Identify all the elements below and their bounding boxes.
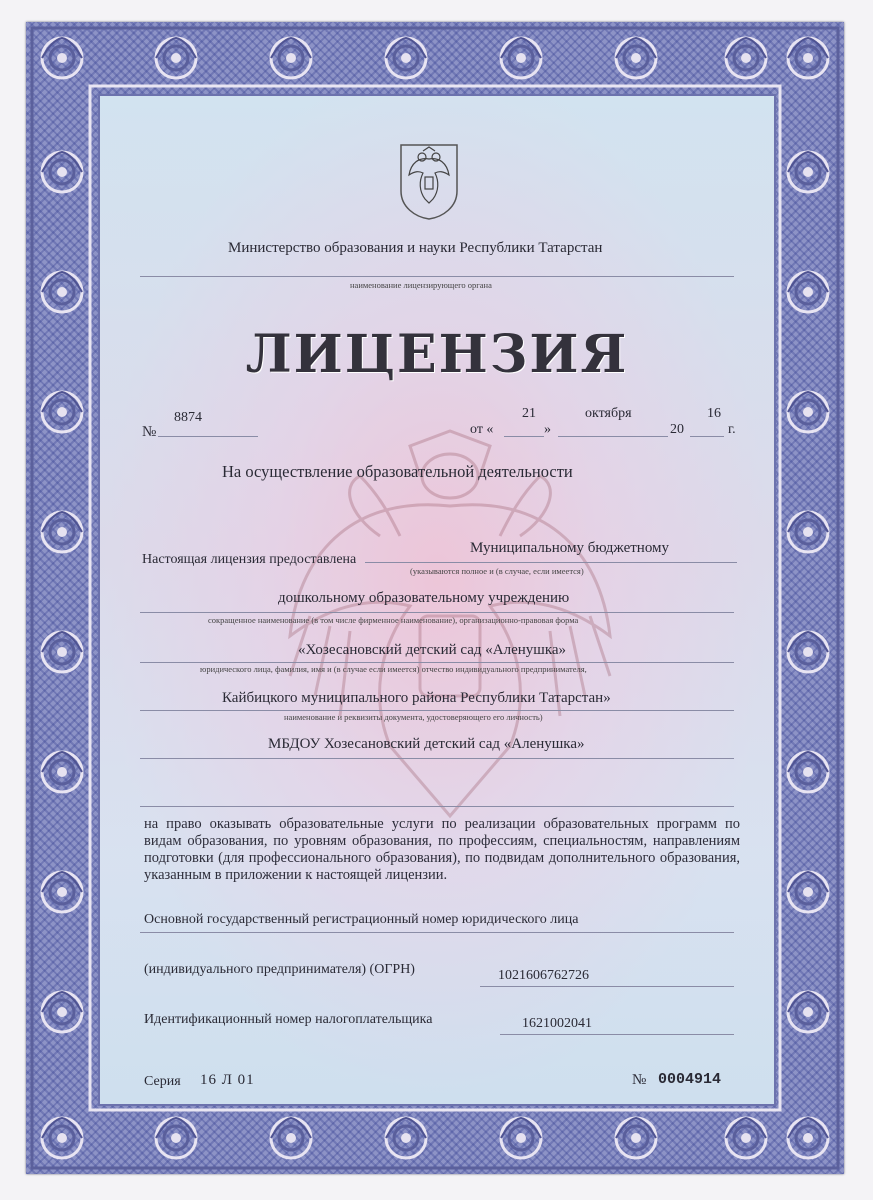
- authority-caption: наименование лицензирующего органа: [350, 280, 492, 290]
- document-title: ЛИЦЕНЗИЯ: [245, 324, 629, 385]
- licensee-line-3: «Хозесановский детский сад «Аленушка»: [298, 642, 567, 658]
- date-day: 21: [522, 406, 536, 421]
- licensee-underline-4: [140, 710, 734, 711]
- month-underline: [558, 436, 668, 437]
- blank-underline: [140, 806, 734, 807]
- authority-name: Министерство образования и науки Республики Татарстан: [228, 240, 603, 256]
- licensee-underline-3: [140, 662, 734, 663]
- inn-underline: [500, 1034, 734, 1035]
- license-sheet: [26, 22, 844, 1174]
- licensee-underline-5: [140, 758, 734, 759]
- coat-of-arms-icon: [397, 141, 461, 221]
- licensee-intro: Настоящая лицензия предоставлена: [142, 552, 357, 567]
- series-value: 16 Л 01: [200, 1072, 255, 1088]
- licensee-line-4: Кайбицкого муниципального района Республики Татарстан»: [222, 690, 611, 706]
- licensee-line-1: Муниципальному бюджетному: [470, 540, 670, 556]
- date-month: октября: [585, 406, 632, 421]
- form-number-label: №: [632, 1072, 647, 1088]
- licensee-caption-3: юридического лица, фамилия, имя и (в случае если имеется) отчество индивидуального предпринимателя,: [200, 664, 587, 674]
- date-suffix: г.: [728, 422, 736, 437]
- licensee-caption-4: наименование и реквизиты документа, удостоверяющего его личность): [284, 712, 543, 722]
- licensee-caption-1: (указываются полное и (в случае, если имеется): [410, 566, 584, 576]
- license-inner-field: [98, 94, 776, 1106]
- licensee-underline-2: [140, 612, 734, 613]
- licensee-line-2: дошкольному образовательному учреждению: [278, 590, 570, 606]
- authority-underline: [140, 276, 734, 277]
- date-close-quote: »: [544, 422, 551, 437]
- inn-label: Идентификационный номер налогоплательщика: [144, 1012, 433, 1027]
- date-prefix: от «: [470, 422, 494, 437]
- license-number: 8874: [174, 410, 202, 425]
- series-label: Серия: [144, 1074, 181, 1089]
- ogrn-label-1: Основной государственный регистрационный номер юридического лица: [144, 912, 579, 927]
- licensee-underline-1: [365, 562, 737, 563]
- activity-text: На осуществление образовательной деятельности: [222, 462, 573, 481]
- number-label: №: [142, 424, 157, 440]
- ogrn-label-2: (индивидуального предпринимателя) (ОГРН): [144, 962, 415, 977]
- date-year: 16: [707, 406, 721, 421]
- ogrn-underline-1: [140, 932, 734, 933]
- date-year-prefix: 20: [670, 422, 684, 437]
- year-underline: [690, 436, 724, 437]
- day-underline: [504, 436, 544, 437]
- licensee-line-5: МБДОУ Хозесановский детский сад «Аленушка»: [268, 736, 585, 752]
- number-underline: [158, 436, 258, 437]
- licensee-caption-2: сокращенное наименование (в том числе фирменное наименование), организационно-правовая форма: [208, 615, 579, 625]
- inn-value: 1621002041: [522, 1016, 592, 1031]
- ogrn-underline-2: [480, 986, 734, 987]
- ogrn-value: 1021606762726: [498, 968, 589, 983]
- rights-text: на право оказывать образовательные услуги по реализации образовательных программ по видам образования, по уровням образования, по профессиям, специальностям, направлениям подготовки (для профессионального образования), по подвидам дополнительного образования, указанным в приложении к настоящей лицензии.: [144, 816, 740, 883]
- form-number: 0004914: [658, 1071, 722, 1088]
